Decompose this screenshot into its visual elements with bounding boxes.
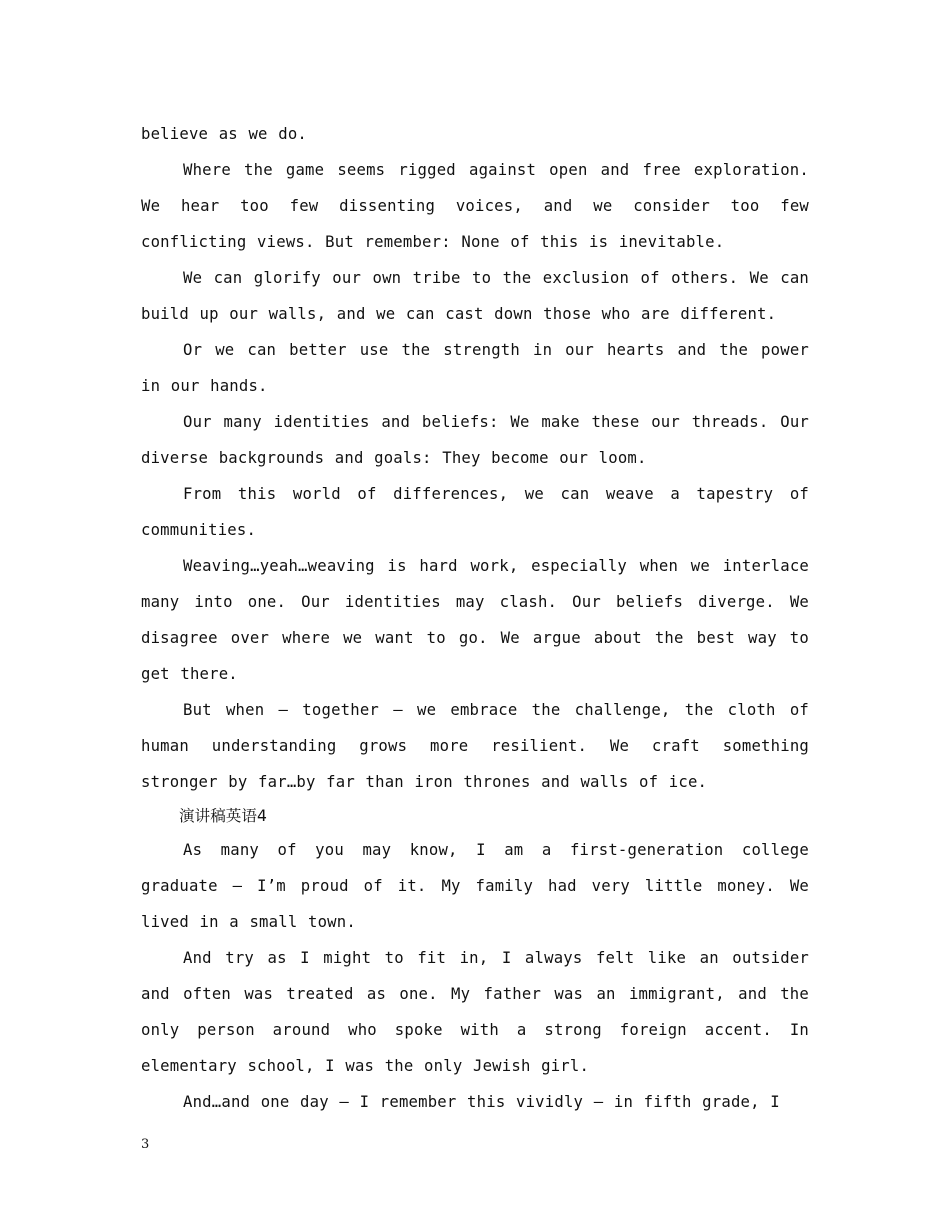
paragraph: From this world of differences, we can weave a tapestry of communities. <box>141 485 809 539</box>
paragraph: Or we can better use the strength in our hearts and the power in our hands. <box>141 341 809 395</box>
paragraph: We can glorify our own tribe to the exclusion of others. We can build up our walls, and we can cast down those who are different. <box>141 269 809 323</box>
paragraph: Weaving…yeah…weaving is hard work, especially when we interlace many into one. Our identities may clash. Our beliefs diverge. We disagree over where we want to go. We argue about the best way to get there. <box>141 557 809 683</box>
paragraph: But when – together – we embrace the challenge, the cloth of human understanding grows more resilient. We craft something stronger by far…by far than iron thrones and walls of ice. <box>141 701 809 791</box>
paragraph: Our many identities and beliefs: We make these our threads. Our diverse backgrounds and goals: They become our loom. <box>141 413 809 467</box>
section-heading: 演讲稿英语4 <box>179 807 267 825</box>
paragraph: And…and one day – I remember this vividly – in fifth grade, I <box>183 1093 780 1111</box>
paragraph: believe as we do. <box>141 125 307 143</box>
paragraph: And try as I might to fit in, I always felt like an outsider and often was treated as one. My father was an immigrant, and the only person around who spoke with a strong foreign accent. In elementary school, I was the only Jewish girl. <box>141 949 809 1075</box>
paragraph: Where the game seems rigged against open and free exploration. We hear too few dissenting voices, and we consider too few conflicting views. But remember: None of this is inevitable. <box>141 161 809 251</box>
paragraph: As many of you may know, I am a first-generation college graduate – I’m proud of it. My family had very little money. We lived in a small town. <box>141 841 809 931</box>
document-body <box>141 116 809 1120</box>
page-number: 3 <box>141 1137 150 1152</box>
